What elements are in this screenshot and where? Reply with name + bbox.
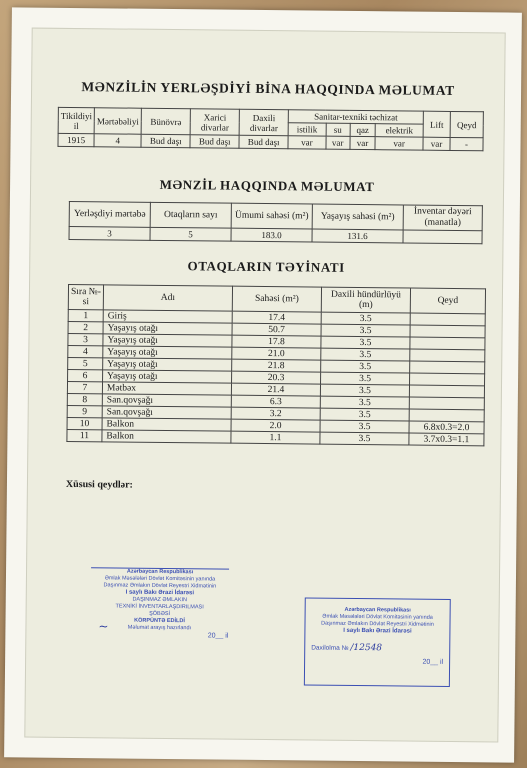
stamp-left-line7: ŞÖBƏSİ [149, 610, 171, 618]
header-electric: elektrik [375, 124, 423, 137]
cell-note: 3.7x0.3=1.1 [409, 433, 484, 446]
stamp-right-line3: Daşınmaz Əmlakın Dövlət Reyestri Xidmətinin [321, 620, 434, 628]
cell-name: Balkon [102, 418, 231, 431]
stamp-right-reg-label: Daxilolma № [311, 644, 349, 652]
cell-note: - [450, 137, 483, 150]
signature-left: ~ [98, 619, 109, 634]
cell-height: 3.5 [321, 336, 410, 349]
cell-area: 21.8 [232, 359, 321, 372]
cell-area: 50.7 [232, 323, 321, 336]
header-outer-walls: Xarici divarlar [190, 109, 239, 136]
cell-rooms: 5 [150, 227, 231, 241]
apartment-table [69, 201, 483, 244]
cell-floor: 3 [69, 226, 150, 240]
header-floors: Mərtəbəliyi [94, 108, 141, 134]
cell-name: Yaşayış otağı [103, 346, 232, 359]
cell-name: Mətbəx [102, 382, 231, 395]
stamp-right-line4: I saylı Bakı Ərazi İdarəsi [343, 627, 412, 635]
cell-area: 3.2 [231, 407, 320, 420]
cell-name: Balkon [102, 430, 231, 443]
header-water: su [326, 123, 350, 136]
cell-area: 21.0 [232, 347, 321, 360]
cell-lift: var [423, 137, 450, 150]
header-num: Sıra №-si [68, 284, 103, 309]
header-lift: Lift [423, 111, 450, 137]
cell-electric: var [375, 137, 423, 150]
cell-floors: 4 [94, 134, 141, 147]
cell-note [410, 349, 485, 362]
cell-num: 7 [67, 381, 102, 393]
cell-note: 6.8x0.3=2.0 [409, 421, 484, 434]
cell-num: 9 [67, 405, 102, 417]
cell-num: 11 [67, 429, 102, 441]
special-notes-label: Xüsusi qeydlər: [65, 478, 133, 491]
stamp-left-line6: TEXNİKİ İNVENTARLAŞDIRILMASI [115, 603, 204, 611]
document-page [4, 7, 522, 762]
cell-height: 3.5 [321, 312, 410, 325]
cell-note [410, 373, 485, 386]
cell-note [410, 313, 485, 326]
cell-structure: Bud daşı [141, 134, 190, 148]
cell-name: Yaşayış otağı [103, 334, 232, 347]
cell-area: 20.3 [232, 371, 321, 384]
cell-total-area: 183.0 [231, 228, 312, 242]
stamp-right-reg-number: /12548 [350, 642, 383, 654]
rooms-section-title: OTAQLARIN TƏYİNATI [187, 258, 345, 275]
cell-height: 3.5 [320, 384, 409, 397]
stamp-left [90, 567, 229, 661]
header-total-area: Ümumi sahəsi (m²) [231, 203, 312, 229]
cell-height: 3.5 [320, 432, 409, 445]
header-height: Daxili hündürlüyü (m) [321, 287, 410, 313]
stamp-left-line8: KÖRPÜNTƏ EDİLDİ [134, 617, 185, 625]
header-note: Qeyd [410, 288, 485, 314]
cell-inventory-value [403, 230, 482, 244]
cell-area: 17.4 [232, 311, 321, 324]
apartment-section-title: MƏNZİL HAQQINDA MƏLUMAT [159, 176, 375, 195]
cell-name: Yaşayış otağı [103, 322, 232, 335]
document-body [24, 28, 505, 743]
cell-area: 17.8 [232, 335, 321, 348]
cell-num: 6 [68, 369, 103, 381]
cell-outer-walls: Bud daşı [190, 135, 239, 149]
rooms-table [66, 284, 486, 446]
cell-num: 10 [67, 417, 102, 429]
cell-area: 6.3 [231, 395, 320, 408]
cell-num: 5 [68, 357, 103, 369]
header-living-area: Yaşayış sahəsi (m²) [312, 204, 403, 230]
header-structure: Bünövrə [141, 108, 190, 135]
cell-num: 2 [68, 321, 103, 333]
stamp-right-date: 20__ il [422, 658, 444, 666]
stamp-right [304, 597, 451, 687]
building-section-title: MƏNZİLİN YERLƏŞDİYİ BİNA HAQQINDA MƏLUMAT [81, 79, 455, 98]
cell-name: San.qovşağı [102, 394, 231, 407]
cell-height: 3.5 [321, 360, 410, 373]
cell-name: San.qovşağı [102, 406, 231, 419]
cell-height: 3.5 [320, 420, 409, 433]
stamp-left-line2: Əmlak Məsələləri Dövlət Komitəsinin yanında [104, 575, 216, 583]
cell-height: 3.5 [321, 372, 410, 385]
stamp-left-line5: DAŞINMAZ ƏMLAKIN [132, 596, 188, 604]
header-heating: istilik [288, 123, 326, 136]
cell-water: var [326, 136, 350, 149]
cell-num: 1 [68, 309, 103, 321]
stamp-left-date: 20__ il [207, 632, 229, 640]
header-sanitary: Sanitar-texniki təchizat [288, 110, 423, 124]
cell-heating: var [288, 136, 326, 149]
stamp-left-line1: Azərbaycan Respublikası [126, 568, 194, 576]
stamp-right-reg [305, 644, 449, 653]
header-inventory-value: İnventar dəyəri (manatla) [403, 205, 482, 231]
cell-name: Yaşayış otağı [103, 370, 232, 383]
cell-height: 3.5 [321, 324, 410, 337]
stamp-left-line4: I saylı Bakı Ərazi İdarəsi [125, 589, 195, 597]
header-name: Adı [103, 285, 232, 311]
cell-name: Giriş [103, 310, 232, 323]
cell-num: 4 [68, 345, 103, 357]
header-inner-walls: Daxili divarlar [239, 109, 288, 136]
cell-note [410, 337, 485, 350]
cell-area: 1.1 [231, 431, 320, 444]
header-floor: Yerləşdiyi mərtəbə [69, 201, 150, 227]
stamp-right-line1: Azərbaycan Respublikası [344, 606, 411, 614]
cell-num: 3 [68, 333, 103, 345]
building-table [57, 107, 483, 151]
header-rooms: Otaqların sayı [150, 202, 231, 228]
cell-area: 21.4 [231, 383, 320, 396]
cell-note [410, 361, 485, 374]
stamp-left-line3: Daşınmaz Əmlakın Dövlət Reyestri Xidmətinin [103, 582, 217, 590]
cell-living-area: 131.6 [312, 229, 403, 243]
cell-height: 3.5 [321, 348, 410, 361]
header-gas: qaz [350, 123, 376, 136]
cell-year: 1915 [58, 133, 94, 146]
rooms-table-body [67, 309, 485, 445]
cell-num: 8 [67, 393, 102, 405]
header-year: Tikildiyi il [58, 107, 94, 133]
cell-area: 2.0 [231, 419, 320, 432]
cell-inner-walls: Bud daşı [239, 135, 288, 149]
header-area: Sahəsi (m²) [232, 286, 321, 312]
cell-height: 3.5 [320, 396, 409, 409]
cell-note [410, 325, 485, 338]
cell-note [409, 385, 484, 398]
header-note: Qeyd [450, 111, 483, 137]
stamp-left-line9: Məlumat arayış hazırlandı [127, 624, 192, 632]
cell-note [409, 397, 484, 410]
cell-gas: var [350, 136, 376, 149]
cell-name: Yaşayış otağı [103, 358, 232, 371]
cell-height: 3.5 [320, 408, 409, 421]
stamp-right-line2: Əmlak Məsələləri Dövlət Komitəsinin yanında [322, 613, 433, 621]
cell-note [409, 409, 484, 422]
